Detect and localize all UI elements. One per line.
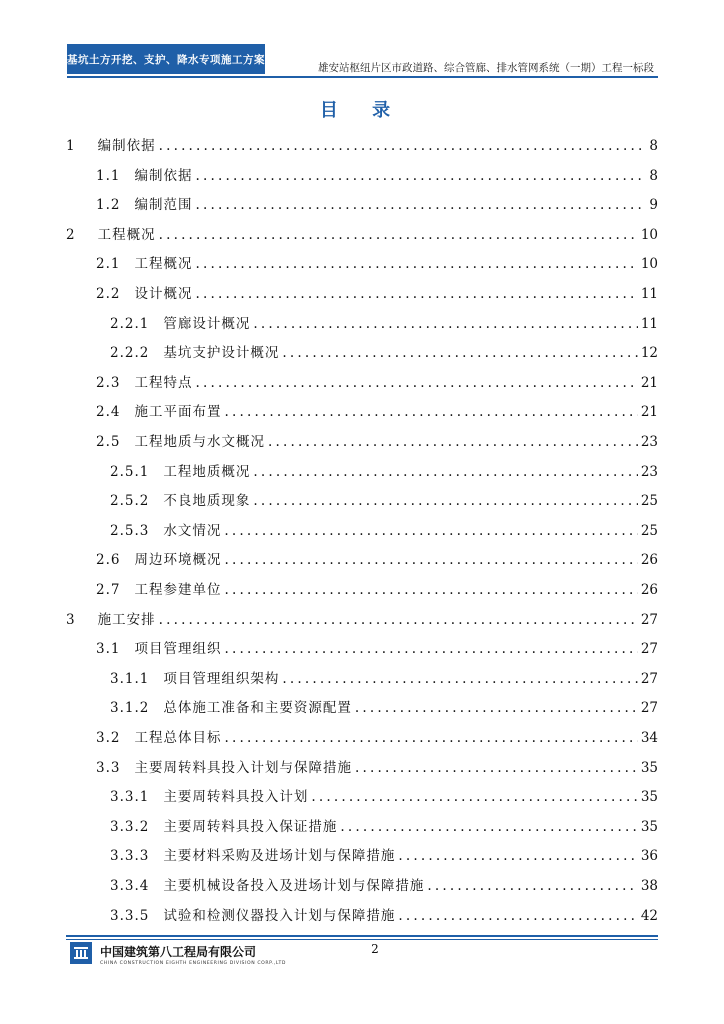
- toc-entry-page: 27: [640, 641, 658, 658]
- toc-entry-page: 42: [640, 907, 658, 924]
- toc-entry-page: 21: [640, 404, 658, 421]
- toc-entry-title: 工程参建单位: [134, 582, 222, 598]
- toc-leader-dots: [398, 846, 637, 866]
- toc-entry[interactable]: [110, 876, 658, 896]
- toc-leader-dots: [195, 373, 637, 393]
- toc-entry[interactable]: [110, 343, 658, 363]
- toc-entry-number: 3.1.1: [110, 670, 150, 687]
- toc-entry-number: 3.3.4: [110, 878, 150, 894]
- toc-entry[interactable]: [66, 225, 658, 245]
- toc-entry[interactable]: [66, 136, 658, 156]
- toc-entry-number: 3.1.2: [110, 700, 150, 717]
- toc-leader-dots: [253, 491, 637, 511]
- toc-entry-number: 2.6: [96, 552, 121, 569]
- toc-entry-title: 基坑支护设计概况: [163, 345, 280, 362]
- toc-entry-number: 2.5.3: [110, 522, 150, 539]
- toc-entry-title: 水文情况: [163, 522, 222, 539]
- toc-entry[interactable]: [110, 314, 658, 334]
- toc-entry-page: 25: [640, 493, 658, 510]
- toc-entry[interactable]: [110, 846, 658, 866]
- toc-entry-number: 2.5.1: [110, 463, 150, 480]
- toc-entry[interactable]: [96, 580, 658, 600]
- toc-leader-dots: [224, 728, 637, 748]
- toc-entry-page: 8: [649, 138, 658, 154]
- toc-entry-page: 36: [640, 848, 658, 865]
- toc-entry[interactable]: [96, 550, 658, 570]
- toc-leader-dots: [159, 610, 638, 630]
- toc-leader-dots: [224, 550, 637, 570]
- toc-entry-number: 1: [66, 138, 76, 154]
- toc-entry-title: 施工平面布置: [134, 404, 222, 421]
- toc-entry-title: 周边环境概况: [134, 552, 222, 569]
- toc-entry-title: 主要机械设备投入及进场计划与保障措施: [163, 878, 425, 894]
- toc-leader-dots: [159, 136, 647, 156]
- toc-entry-number: 3.3.5: [110, 907, 150, 924]
- toc-leader-dots: [195, 284, 637, 304]
- header-project-title: 雄安站枢纽片区市政道路、综合管廊、排水管网系统（一期）工程一标段: [318, 62, 654, 74]
- toc-entry[interactable]: [96, 373, 658, 393]
- toc-leader-dots: [253, 462, 637, 482]
- toc-entry-title: 项目管理组织架构: [163, 670, 280, 687]
- toc-entry-number: 3.3.2: [110, 818, 150, 835]
- toc-entry-number: 3: [66, 611, 76, 628]
- toc-entry-page: 35: [640, 759, 658, 776]
- toc-leader-dots: [311, 787, 637, 807]
- toc-entry[interactable]: [110, 521, 658, 541]
- toc-leader-dots: [253, 314, 637, 334]
- toc-entry-page: 11: [640, 286, 658, 302]
- toc-leader-dots: [268, 432, 638, 452]
- toc-leader-dots: [282, 669, 637, 689]
- toc-entry-page: 38: [640, 878, 658, 894]
- cscec-logo-icon: [70, 942, 92, 964]
- page-number: 2: [371, 942, 379, 956]
- toc-entry-page: 10: [640, 256, 658, 273]
- toc-entry[interactable]: [96, 195, 658, 215]
- toc-entry[interactable]: [96, 402, 658, 422]
- toc-entry[interactable]: [96, 254, 658, 274]
- toc-entry-page: 25: [640, 522, 658, 539]
- toc-entry[interactable]: [110, 462, 658, 482]
- toc-entry-page: 8: [649, 167, 658, 184]
- toc-entry-number: 3.3.1: [110, 789, 150, 806]
- toc-entry-title: 设计概况: [134, 286, 193, 302]
- toc-leader-dots: [355, 758, 638, 778]
- toc-entry-page: 27: [640, 611, 658, 628]
- toc-entry-page: 27: [640, 670, 658, 687]
- toc-entry-number: 2.5.2: [110, 493, 150, 510]
- toc-entry[interactable]: [96, 432, 658, 452]
- toc-entry[interactable]: [110, 906, 658, 926]
- toc-leader-dots: [195, 166, 646, 186]
- page-title: 目 录: [319, 100, 405, 121]
- toc-entry-title: 主要材料采购及进场计划与保障措施: [163, 848, 396, 865]
- toc-entry-number: 2.4: [96, 404, 121, 421]
- toc-entry-title: 工程概况: [97, 226, 156, 243]
- toc-entry-title: 项目管理组织: [134, 641, 222, 658]
- toc-leader-dots: [224, 521, 637, 541]
- toc-entry[interactable]: [96, 166, 658, 186]
- toc-entry-title: 主要周转料具投入保证措施: [163, 818, 338, 835]
- toc-entry[interactable]: [96, 728, 658, 748]
- toc-entry-page: 27: [640, 700, 658, 717]
- toc-entry-title: 编制依据: [134, 167, 193, 184]
- toc-entry-number: 2.7: [96, 582, 121, 598]
- toc-entry-page: 35: [640, 789, 658, 806]
- toc-entry-page: 35: [640, 818, 658, 835]
- toc-entry-page: 10: [640, 226, 658, 243]
- toc-entry[interactable]: [96, 284, 658, 304]
- toc-entry[interactable]: [110, 698, 658, 718]
- toc-entry-title: 工程特点: [134, 374, 193, 391]
- toc-entry-number: 2.1: [96, 256, 121, 273]
- toc-leader-dots: [282, 343, 637, 363]
- toc-entry-number: 1.1: [96, 167, 121, 184]
- toc-entry-title: 工程总体目标: [134, 730, 222, 746]
- toc-entry[interactable]: [110, 817, 658, 837]
- toc-entry-title: 不良地质现象: [163, 493, 251, 510]
- toc-leader-dots: [159, 225, 638, 245]
- toc-entry-page: 26: [640, 582, 658, 598]
- footer-company-name-en: CHINA CONSTRUCTION EIGHTH ENGINEERING DIVISION CORP.,LTD: [100, 961, 286, 966]
- toc-entry-title: 编制范围: [134, 197, 193, 214]
- toc-entry-title: 工程概况: [134, 256, 193, 273]
- toc-entry[interactable]: [110, 669, 658, 689]
- toc-entry[interactable]: [110, 787, 658, 807]
- toc-entry[interactable]: [66, 610, 658, 630]
- toc-leader-dots: [195, 195, 646, 215]
- header-divider: [67, 76, 658, 78]
- toc-entry-number: 2.2.1: [110, 315, 150, 332]
- toc-entry[interactable]: [110, 491, 658, 511]
- toc-entry-number: 3.2: [96, 730, 121, 746]
- toc-entry-number: 3.3: [96, 759, 121, 776]
- toc-entry-page: 34: [640, 730, 658, 746]
- toc-leader-dots: [224, 639, 637, 659]
- toc-leader-dots: [195, 254, 637, 274]
- toc-entry-page: 12: [640, 345, 658, 362]
- footer-divider-thin: [66, 939, 658, 940]
- footer-company-name: 中国建筑第八工程局有限公司: [100, 945, 257, 959]
- toc-entry-title: 主要周转料具投入计划与保障措施: [134, 759, 352, 776]
- toc-entry-title: 主要周转料具投入计划: [163, 789, 309, 806]
- toc-entry-page: 9: [649, 197, 658, 214]
- toc-entry-page: 23: [640, 463, 658, 480]
- toc-entry-number: 3.3.3: [110, 848, 150, 865]
- toc-leader-dots: [224, 402, 637, 422]
- toc-entry-title: 工程地质与水文概况: [134, 434, 265, 450]
- toc-entry-page: 11: [640, 315, 658, 332]
- toc-leader-dots: [355, 698, 638, 718]
- toc-leader-dots: [427, 876, 637, 896]
- footer-divider: [66, 935, 658, 937]
- toc-entry-title: 工程地质概况: [163, 463, 251, 480]
- toc-entry-title: 编制依据: [97, 138, 156, 154]
- toc-leader-dots: [340, 817, 637, 837]
- toc-leader-dots: [398, 906, 637, 926]
- toc-entry-number: 2.2.2: [110, 345, 150, 362]
- toc-entry-page: 23: [640, 434, 658, 450]
- toc-entry-title: 管廊设计概况: [163, 315, 251, 332]
- toc-entry[interactable]: [96, 639, 658, 659]
- toc-entry-page: 21: [640, 374, 658, 391]
- toc-entry-number: 2.2: [96, 286, 121, 302]
- toc-entry-number: 2.5: [96, 434, 121, 450]
- toc-leader-dots: [224, 580, 637, 600]
- toc-entry-number: 2.3: [96, 374, 121, 391]
- toc-entry[interactable]: [96, 758, 658, 778]
- toc-entry-title: 施工安排: [97, 611, 156, 628]
- toc-entry-number: 2: [66, 226, 76, 243]
- header-badge: 基坑土方开挖、支护、降水专项施工方案: [67, 44, 265, 74]
- toc-entry-title: 总体施工准备和主要资源配置: [163, 700, 352, 717]
- toc-entry-number: 3.1: [96, 641, 121, 658]
- toc-entry-title: 试验和检测仪器投入计划与保障措施: [163, 907, 396, 924]
- toc-entry-number: 1.2: [96, 197, 121, 214]
- toc-entry-page: 26: [640, 552, 658, 569]
